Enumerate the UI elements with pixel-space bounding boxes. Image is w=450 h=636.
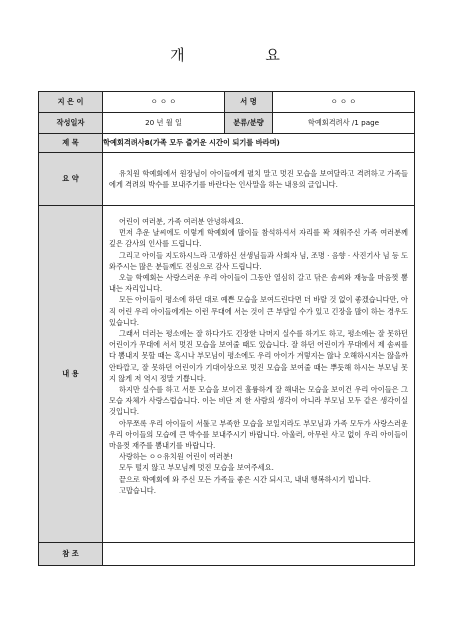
author-label: 지 은 이 — [39, 92, 103, 113]
date-value: 20 년 월 일 — [103, 113, 225, 134]
subject-label: 제 목 — [39, 134, 103, 153]
content-paragraph: 먼저 추운 날씨에도 이렇게 학예회에 많이들 참석하셔서 자리를 꽉 채워주신 가족 여러분께 깊은 감사의 인사를 드립니다. — [109, 228, 408, 249]
category-value: 학예회격려사 /1 page — [273, 113, 415, 134]
signature-value: ㅇ ㅇ ㅇ — [273, 92, 415, 113]
content-paragraph: 고맙습니다. — [119, 485, 157, 495]
content-paragraph: 아무쪼록 우리 아이들이 서툴고 부족한 모습을 보일지라도 부모님과 가족 모두가 사랑스러운 우리 아이들의 모습에 큰 박수를 보내주시기 바랍니다. 아울러, 아무런 사고 없이 우리 아이들이 마음껏 재주를 뽐내기를 바랍니다. — [109, 418, 408, 451]
content-paragraph: 어린이 여러분, 가족 여러분 안녕하세요. — [119, 217, 244, 226]
reference-label: 참 조 — [39, 543, 103, 566]
summary-paragraph: 유치원 학예회에서 원장님이 아이들에게 펼치 말고 멋진 모습을 보여달라고 격려하고 가족들에게 격려의 박수를 보내주기를 바란다는 인사말을 하는 내용의 글입니다. — [109, 168, 408, 189]
content-row — [39, 206, 415, 543]
subject-row — [39, 134, 415, 153]
summary-row — [39, 153, 415, 206]
author-row — [39, 92, 415, 113]
content-paragraph: 그래서 더러는 평소에는 잘 하다가도 긴장한 나머지 실수를 하기도 하고, 평소에는 잘 못하던 어린이가 무대에 서서 멋진 모습을 보여줄 때도 있습니다. 잘 하던 어린이가 무대에서 제 솜씨를 다 뽐내지 못할 때는 혹시나 부모님이 평소에도 우리 아이가 겨렇지는 않나 오해하시지는 않을까 안타깝고, 잘 못하던 어린이가 기대이상으로 멋진 모습을 보여줄 때는 뿌듯해 하시는 부모님 못지 않게 저 역시 정말 기쁩니다. — [109, 329, 408, 383]
reference-row — [39, 543, 415, 566]
content-body — [103, 206, 415, 543]
content-paragraph: 모두 떨지 않고 부모님께 멋진 모습을 보여주세요. — [119, 463, 274, 473]
signature-label: 서 명 — [225, 92, 273, 113]
content-paragraph: 하지만 실수를 하고 서툰 모습을 보이건 훌륭하게 잘 해내는 모습을 보이건 우리 아이들은 그 모습 자체가 사랑스럽습니다. 이는 비단 저 한 사람의 생각이 아니라 부모님 모두 같은 생각이실 것입니다. — [109, 385, 408, 417]
content-paragraph: 사랑하는 ㅇㅇ유치원 어린이 여러분! — [119, 452, 233, 462]
reference-value — [103, 543, 415, 566]
date-label: 작성일자 — [39, 113, 103, 134]
page-title: 개 요 — [170, 46, 318, 64]
content-paragraph: 오늘 학예회는 사랑스러운 우리 아이들이 그동안 열심히 갈고 닦은 솜씨와 재능을 마음껏 뽐내는 자리입니다. — [109, 273, 408, 294]
category-label: 분류/분량 — [225, 113, 273, 134]
content-paragraph: 모든 아이들이 평소에 하던 대로 예쁜 모습을 보여드린다면 더 바랄 것 없이 좋겠습니다만, 아직 어린 우리 아이들에게는 이런 무대에 서는 것이 큰 부담일 수가 있고 긴장을 많이 하는 경우도 있습니다. — [109, 295, 408, 327]
content-label: 내 용 — [39, 206, 103, 543]
subject-value: 학예회격려사8(가족 모두 즐거운 시간이 되기를 바라며) — [103, 134, 415, 153]
content-paragraph: 끝으로 학예회에 와 주신 모든 가족들 좋은 시간 되시고, 내내 행복하시기 빕니다. — [119, 474, 371, 484]
author-value: ㅇ ㅇ ㅇ — [103, 92, 225, 113]
summary-label: 요 약 — [39, 153, 103, 206]
date-row — [39, 113, 415, 134]
content-paragraph: 그리고 아이들 지도하시느라 고생하신 선생님들과 사회자 님, 조명 · 음향 · 사진기사 님 등 도와주시는 많은 분들께도 진심으로 감사 드립니다. — [109, 250, 408, 271]
summary-text — [103, 153, 415, 206]
document-form — [38, 91, 415, 566]
